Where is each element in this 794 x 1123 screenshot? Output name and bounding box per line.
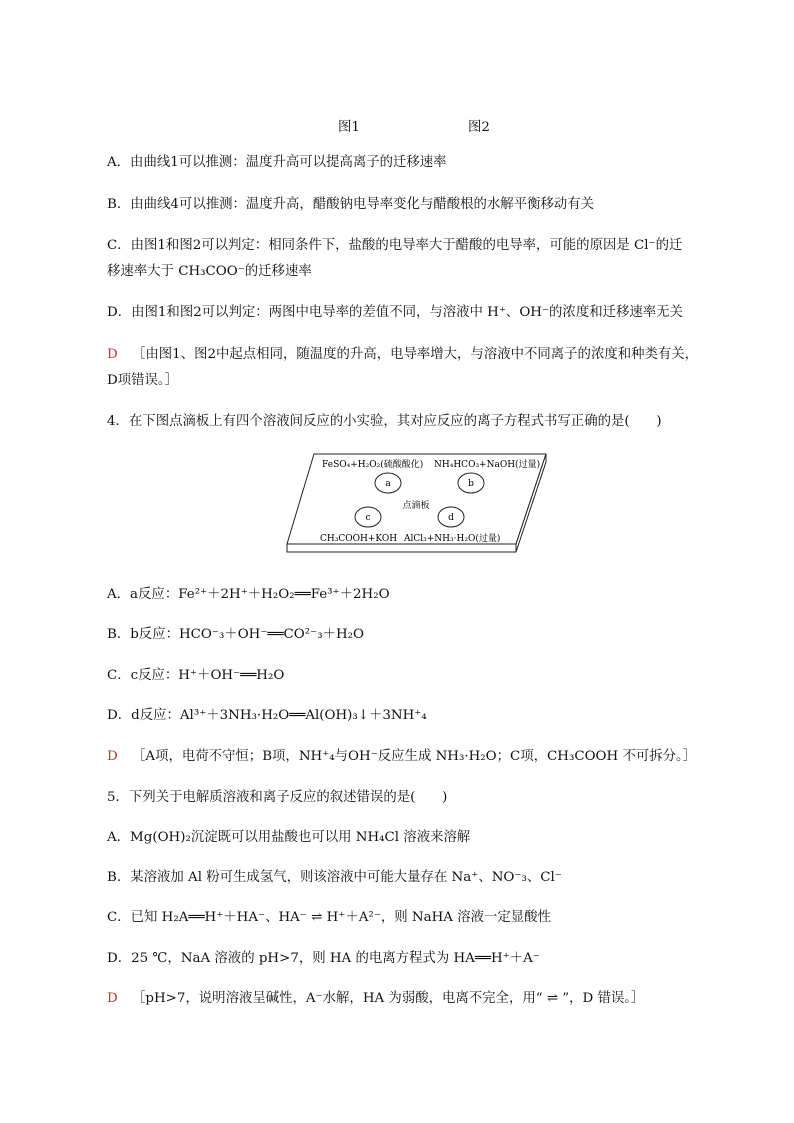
q5-answer xyxy=(107,990,644,1008)
q3-option-c-line2: 移速率大于 CH₃COO⁻的迁移速率 xyxy=(107,264,312,279)
q4-option-d: D．d反应：Al³⁺＋3NH₃·H₂O══Al(OH)₃↓＋3NH⁺₄ xyxy=(107,708,427,723)
well-b-label: b xyxy=(468,479,474,489)
q4-option-c: C．c反应：H⁺＋OH⁻══H₂O xyxy=(107,668,285,683)
well-d-label: d xyxy=(448,513,454,523)
q5-option-c: C．已知 H₂A══H⁺＋HA⁻、HA⁻ ⇌ H⁺＋A²⁻，则 NaHA 溶液一定显酸性 xyxy=(107,910,551,925)
q5-option-a: A．Mg(OH)₂沉淀既可以用盐酸也可以用 NH₄Cl 溶液来溶解 xyxy=(107,830,471,845)
q5-answer-letter: D xyxy=(107,991,118,1006)
figure-2-caption: 图2 xyxy=(468,120,490,135)
plate-label: 点滴板 xyxy=(402,501,430,511)
q4-stem: 4．在下图点滴板上有四个溶液间反应的小实验，其对应反应的离子方程式书写正确的是( ) xyxy=(107,414,662,429)
q4-option-a: A．a反应：Fe²⁺＋2H⁺＋H₂O₂══Fe³⁺＋2H₂O xyxy=(107,587,390,602)
q3-answer-text: ［由图1、图2中起点相同，随温度的升高，电导率增大，与溶液中不同离子的浓度和种类有关， xyxy=(132,347,699,362)
spot-plate-figure xyxy=(284,452,550,558)
label-c-reaction: CH₃COOH+KOH xyxy=(320,534,398,544)
figure-1-caption: 图1 xyxy=(338,120,360,135)
q4-option-b: B．b反应：HCO⁻₃＋OH⁻══CO²⁻₃＋H₂O xyxy=(107,627,364,642)
q3-answer-line1 xyxy=(107,346,698,364)
q5-option-d: D．25 ℃，NaA 溶液的 pH>7，则 HA 的电离方程式为 HA══H⁺＋A⁻ xyxy=(107,951,540,966)
q3-answer-letter: D xyxy=(107,347,118,362)
q5-option-b: B．某溶液加 Al 粉可生成氢气，则该溶液中可能大量存在 Na⁺、NO⁻₃、Cl⁻ xyxy=(107,870,562,885)
q3-option-a: A．由曲线1可以推测：温度升高可以提高离子的迁移速率 xyxy=(107,155,447,170)
q3-option-b: B．由曲线4可以推测：温度升高，醋酸钠电导率变化与醋酸根的水解平衡移动有关 xyxy=(107,197,595,212)
label-b-reaction: NH₄HCO₃+NaOH(过量) xyxy=(434,460,541,470)
q4-answer-text: ［A项，电荷不守恒；B项，NH⁺₄与OH⁻反应生成 NH₃·H₂O；C项，CH₃COOH 不可拆分。］ xyxy=(132,749,697,764)
q3-option-c-line1: C．由图1和图2可以判定：相同条件下，盐酸的电导率大于醋酸的电导率，可能的原因是 Cl⁻的迁 xyxy=(107,238,683,253)
label-a-reaction: FeSO₄+H₂O₂(硫酸酸化) xyxy=(322,460,424,470)
q3-answer-line2: D项错误。］ xyxy=(107,373,178,388)
well-c-label: c xyxy=(365,513,371,523)
plate-front-edge xyxy=(287,544,516,552)
q4-answer xyxy=(107,748,696,766)
q3-option-d: D．由图1和图2可以判定：两图中电导率的差值不同，与溶液中 H⁺、OH⁻的浓度和迁移速率无关 xyxy=(107,305,683,320)
q5-stem: 5．下列关于电解质溶液和离子反应的叙述错误的是( ) xyxy=(107,790,448,805)
q5-answer-text: ［pH>7，说明溶液呈碱性，A⁻水解，HA 为弱酸，电离不完全，用“ ⇌ ”，D 错误。］ xyxy=(132,991,645,1006)
well-a-label: a xyxy=(385,479,391,489)
q4-answer-letter: D xyxy=(107,749,118,764)
label-d-reaction: AlCl₃+NH₃·H₂O(过量) xyxy=(404,534,501,544)
